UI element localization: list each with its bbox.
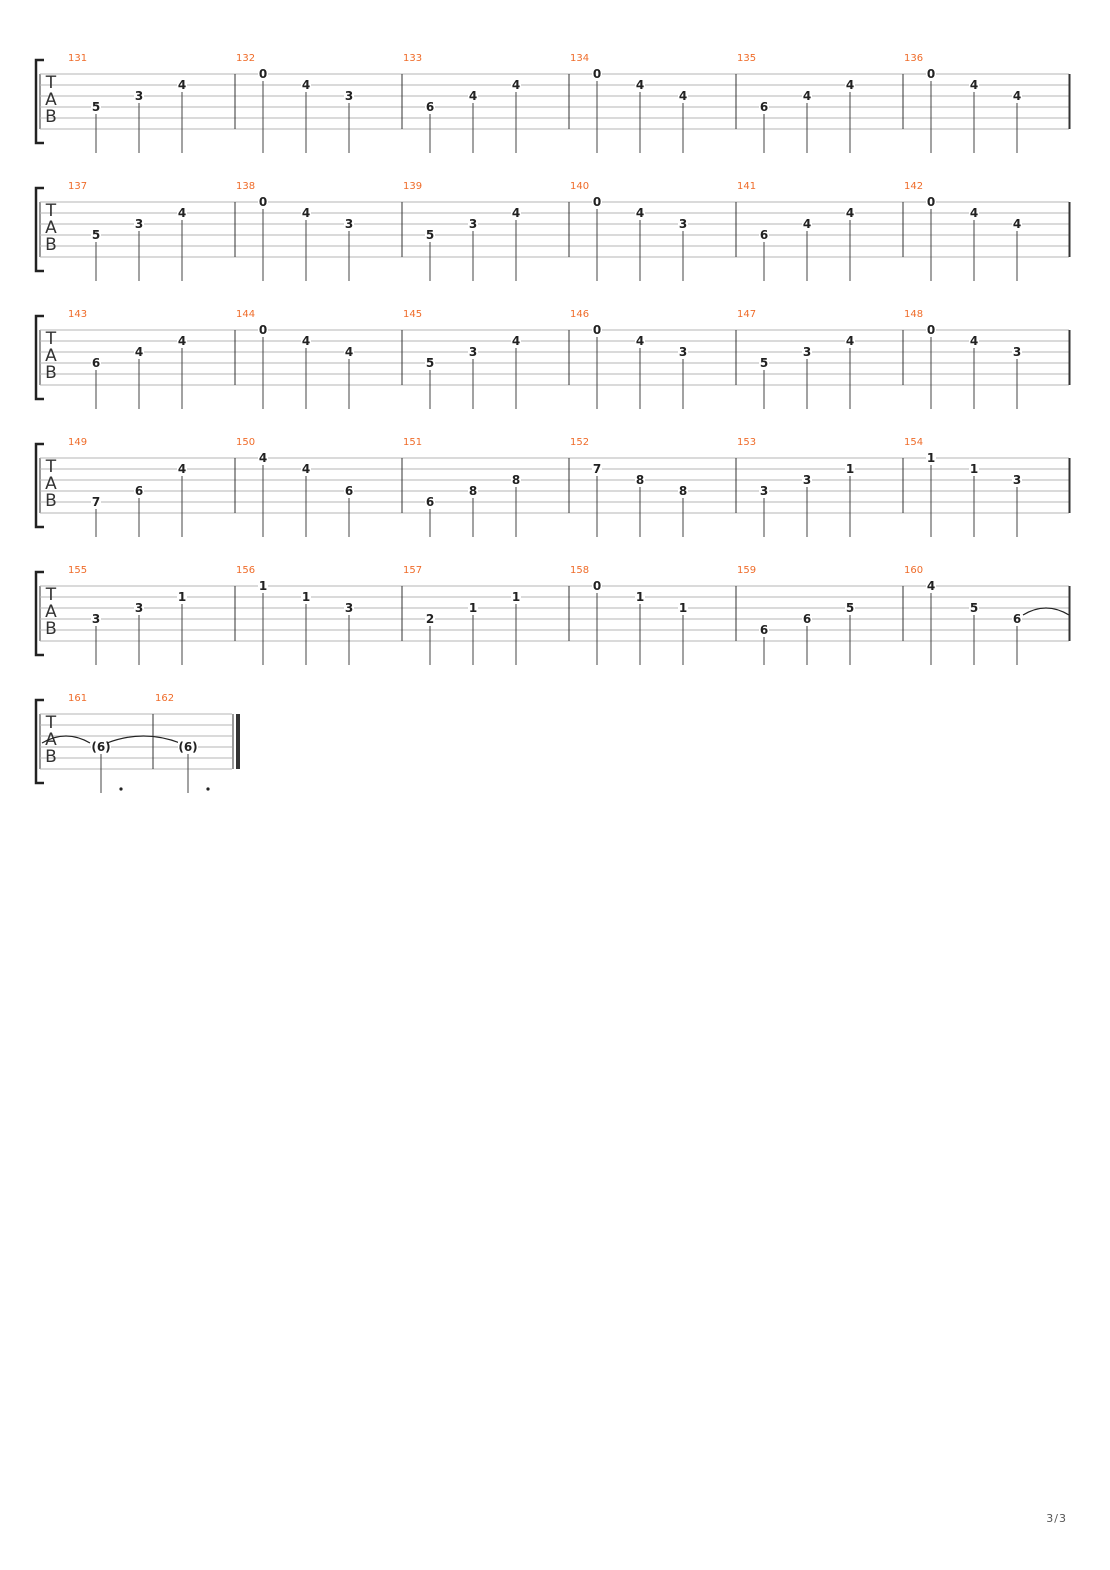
fret-number: 8 [511, 473, 521, 487]
fret-number: 4 [468, 89, 478, 103]
tab-system [36, 565, 1070, 665]
fret-number: 6 [344, 484, 354, 498]
measure-number: 158 [570, 565, 590, 576]
measure-number: 139 [403, 181, 423, 192]
fret-number: 6 [425, 495, 435, 509]
fret-number: 2 [425, 612, 435, 626]
fret-number: 0 [592, 579, 602, 593]
fret-number: 4 [301, 334, 311, 348]
fret-number: 5 [425, 228, 435, 242]
measure-number: 145 [403, 309, 423, 320]
fret-number: 3 [344, 89, 354, 103]
fret-number: 0 [592, 195, 602, 209]
measure-number: 155 [68, 565, 88, 576]
fret-number: 4 [678, 89, 688, 103]
fret-number: 4 [845, 206, 855, 220]
fret-number: 4 [511, 206, 521, 220]
tab-clef-letter: T [45, 201, 57, 221]
fret-number: 4 [802, 217, 812, 231]
measure-number: 132 [236, 53, 256, 64]
fret-number: 3 [344, 601, 354, 615]
fret-number: 4 [802, 89, 812, 103]
fret-number: (6) [91, 740, 111, 754]
fret-number: 6 [134, 484, 144, 498]
tab-clef-letter: B [45, 747, 57, 767]
fret-number: 0 [926, 67, 936, 81]
measure-number: 138 [236, 181, 256, 192]
tab-clef-letter: A [45, 474, 57, 494]
fret-number: 4 [177, 78, 187, 92]
fret-number: 7 [91, 495, 101, 509]
fret-number: 3 [91, 612, 101, 626]
measure-number: 146 [570, 309, 590, 320]
fret-number: 3 [1012, 473, 1022, 487]
measure-number: 141 [737, 181, 757, 192]
final-bar-thick [236, 714, 240, 769]
tab-clef-letter: A [45, 602, 57, 622]
fret-number: 0 [592, 323, 602, 337]
tab-clef-letter: T [45, 713, 57, 733]
measure-number: 143 [68, 309, 88, 320]
measure-number: 148 [904, 309, 924, 320]
fret-number: 1 [969, 462, 979, 476]
fret-number: 5 [759, 356, 769, 370]
fret-number: 4 [969, 78, 979, 92]
fret-number: 4 [177, 206, 187, 220]
fret-number: 6 [1012, 612, 1022, 626]
fret-number: 4 [258, 451, 268, 465]
measure-number: 154 [904, 437, 924, 448]
tab-system [36, 693, 240, 793]
fret-number: 0 [592, 67, 602, 81]
fret-number: 4 [344, 345, 354, 359]
fret-number: 8 [635, 473, 645, 487]
rhythm-dot [206, 787, 209, 790]
fret-number: 4 [1012, 89, 1022, 103]
measure-number: 142 [904, 181, 924, 192]
fret-number: 4 [301, 206, 311, 220]
tab-clef-letter: B [45, 107, 57, 127]
fret-number: 3 [678, 217, 688, 231]
fret-number: 7 [592, 462, 602, 476]
fret-number: 5 [91, 100, 101, 114]
tab-system [36, 309, 1070, 409]
measure-number: 152 [570, 437, 590, 448]
tab-clef-letter: A [45, 346, 57, 366]
measure-number: 149 [68, 437, 88, 448]
fret-number: 4 [969, 334, 979, 348]
measure-number: 151 [403, 437, 423, 448]
fret-number: 4 [926, 579, 936, 593]
fret-number: 3 [678, 345, 688, 359]
tab-clef-letter: T [45, 585, 57, 605]
tab-clef-letter: B [45, 619, 57, 639]
fret-number: 3 [802, 473, 812, 487]
tab-clef-letter: A [45, 90, 57, 110]
fret-number: 6 [759, 100, 769, 114]
tab-clef-letter: B [45, 491, 57, 511]
measure-number: 140 [570, 181, 590, 192]
measure-number: 137 [68, 181, 88, 192]
fret-number: 6 [759, 623, 769, 637]
rhythm-dot [119, 787, 122, 790]
fret-number: 1 [468, 601, 478, 615]
fret-number: 3 [134, 217, 144, 231]
fret-number: 1 [177, 590, 187, 604]
fret-number: 4 [511, 334, 521, 348]
measure-number: 144 [236, 309, 256, 320]
fret-number: 1 [678, 601, 688, 615]
fret-number: 4 [177, 462, 187, 476]
measure-number: 133 [403, 53, 423, 64]
fret-number: 1 [845, 462, 855, 476]
fret-number: 0 [258, 195, 268, 209]
measure-number: 134 [570, 53, 590, 64]
fret-number: (6) [178, 740, 198, 754]
fret-number: 4 [134, 345, 144, 359]
fret-number: 3 [134, 89, 144, 103]
measure-number: 136 [904, 53, 924, 64]
fret-number: 3 [468, 217, 478, 231]
fret-number: 4 [635, 78, 645, 92]
fret-number: 3 [759, 484, 769, 498]
fret-number: 4 [845, 334, 855, 348]
fret-number: 3 [1012, 345, 1022, 359]
fret-number: 4 [301, 78, 311, 92]
fret-number: 4 [969, 206, 979, 220]
fret-number: 4 [511, 78, 521, 92]
fret-number: 1 [301, 590, 311, 604]
fret-number: 4 [635, 206, 645, 220]
fret-number: 5 [425, 356, 435, 370]
fret-number: 5 [845, 601, 855, 615]
tab-clef-letter: B [45, 235, 57, 255]
fret-number: 8 [468, 484, 478, 498]
tab-system [36, 181, 1070, 281]
tab-clef-letter: T [45, 329, 57, 349]
fret-number: 3 [344, 217, 354, 231]
fret-number: 4 [845, 78, 855, 92]
fret-number: 3 [134, 601, 144, 615]
fret-number: 4 [177, 334, 187, 348]
fret-number: 6 [802, 612, 812, 626]
measure-number: 153 [737, 437, 757, 448]
fret-number: 0 [258, 67, 268, 81]
tab-clef-letter: B [45, 363, 57, 383]
tie-arc [107, 736, 180, 743]
fret-number: 6 [425, 100, 435, 114]
fret-number: 3 [802, 345, 812, 359]
measure-number: 162 [155, 693, 175, 704]
tab-clef-letter: T [45, 73, 57, 93]
measure-number: 156 [236, 565, 256, 576]
fret-number: 0 [258, 323, 268, 337]
fret-number: 4 [1012, 217, 1022, 231]
fret-number: 1 [258, 579, 268, 593]
measure-number: 161 [68, 693, 88, 704]
measure-number: 157 [403, 565, 423, 576]
fret-number: 6 [759, 228, 769, 242]
fret-number: 6 [91, 356, 101, 370]
page-number: 3/3 [1046, 1512, 1067, 1525]
tab-system [36, 437, 1070, 537]
fret-number: 5 [969, 601, 979, 615]
measure-number: 135 [737, 53, 757, 64]
measure-number: 147 [737, 309, 757, 320]
fret-number: 8 [678, 484, 688, 498]
fret-number: 4 [635, 334, 645, 348]
measure-number: 159 [737, 565, 757, 576]
measure-number: 131 [68, 53, 88, 64]
measure-number: 150 [236, 437, 256, 448]
tie-arc [1023, 608, 1069, 615]
fret-number: 3 [468, 345, 478, 359]
tab-system [36, 53, 1070, 153]
fret-number: 1 [511, 590, 521, 604]
fret-number: 1 [635, 590, 645, 604]
tab-clef-letter: A [45, 218, 57, 238]
measure-number: 160 [904, 565, 924, 576]
fret-number: 0 [926, 323, 936, 337]
fret-number: 4 [301, 462, 311, 476]
tab-clef-letter: A [45, 730, 57, 750]
tab-clef-letter: T [45, 457, 57, 477]
fret-number: 5 [91, 228, 101, 242]
fret-number: 1 [926, 451, 936, 465]
fret-number: 0 [926, 195, 936, 209]
